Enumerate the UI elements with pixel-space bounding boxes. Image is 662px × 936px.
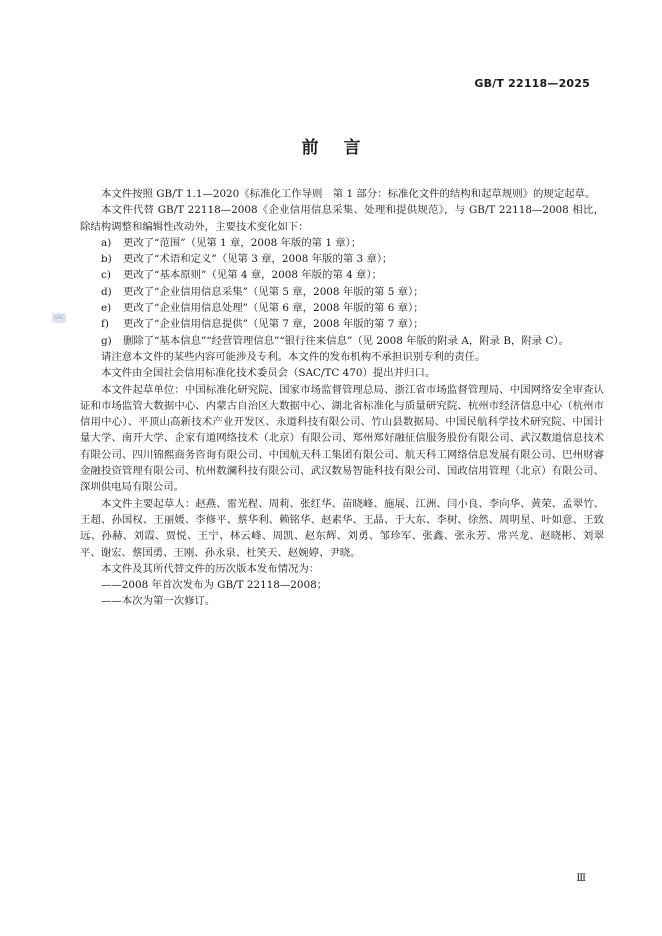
page-title [0,133,662,158]
standard-code: GB/T 22118—2025 [474,77,590,90]
list-item [80,251,604,267]
drafting-organizations-paragraph: 本文件起草单位：中国标准化研究院、国家市场监督管理总局、浙江省市场监督管理局、中国网络安全审查认证和市场监管大数据中心、内蒙古自治区大数据中心、湖北省标准化与质量研究院、杭州市经济信息中心（杭州市信用中心）、平顶山高新技术产业开发区、永道科技有限公司、竹山县数据局、中国民航科学技术研究院、中国计量大学、南开大学、企家有道网络技术（北京）有限公司、郑州郑好融征信服务股份有限公司、武汉数道信息技术有限公司、四川锦熙商务咨询有限公司、中国航天科工集团有限公司、航天科工网络信息发展有限公司、巴州财睿金融投资管理有限公司、杭州数澜科技有限公司、武汉数易智能科技有限公司、国政信用管理（北京）有限公司、深圳供电局有限公司。 [80,383,604,494]
history-item: ——本次为第一次修订。 [101,595,216,608]
patent-notice-paragraph: 请注意本文件的某些内容可能涉及专利。本文件的发布机构不承担识别专利的责任。 [101,350,486,363]
version-history-paragraph: 本文件及其所代替文件的历次版本发布情况为： [101,562,320,575]
list-item-text: 更改了“企业信用信息采集”（见第 5 章，2008 年版的第 5 章）； [123,285,424,298]
list-item-text: 更改了“范围”（见第 1 章，2008 年版的第 1 章）； [123,236,362,249]
replacement-paragraph: 本文件代替 GB/T 22118—2008《企业信用信息采集、处理和提供规范》，与 GB/T 22118—2008 相比，除结构调整和编辑性改动外，主要技术变化如下： [80,204,604,233]
list-item [80,267,604,283]
title-char-2: 言 [343,138,361,158]
foreword-body [80,186,604,610]
drafting-basis-paragraph: 本文件按照 GB/T 1.1—2020《标准化工作导则 第 1 部分：标准化文件的结构和起草规则》的规定起草。 [101,188,596,200]
list-item-text: 更改了“基本原则”（见第 4 章，2008 年版的第 4 章）； [123,269,383,282]
list-marker: b) [101,253,112,266]
page-number: Ⅲ [576,873,586,884]
list-marker: a) [101,236,112,249]
list-item [80,316,604,332]
drafters-paragraph: 本文件主要起草人：赵燕、雷光程、周莉、张红华、苗晓峰、施展、江洲、闫小良、李向华、黄荣、孟翠竹、王超、孙国权、王丽媛、李修平、蔡华利、赖铭华、赵素华、王晶、于大东、李树、徐然、周明星、叶如意、王致远、孙赫、刘霞、贾悦、王宁、林云峰、周凯、赵东辉、刘勇、邹珍军、张鑫、张永芳、常兴龙、赵晓彬、刘翠平、谢宏、蔡国勇、王刚、孙永泉、杜笑天、赵婉婷、尹晓。 [80,497,604,559]
list-marker: c) [101,269,111,282]
list-item [80,300,604,316]
list-marker: f) [101,318,109,331]
list-item [80,333,604,349]
list-marker: d) [101,285,112,298]
list-item-text: 更改了“术语和定义”（见第 3 章，2008 年版的第 3 章）； [123,253,393,266]
list-item-text: 更改了“企业信用信息提供”（见第 7 章，2008 年版的第 7 章）； [123,318,424,331]
list-item [80,284,604,300]
sac-watermark-logo: SAC [53,315,65,321]
proposing-committee-paragraph: 本文件由全国社会信用标准化技术委员会（SAC/TC 470）提出并归口。 [101,367,436,380]
list-item [80,235,604,251]
list-marker: g) [101,334,112,347]
title-char-1: 前 [301,138,319,158]
changes-list [80,235,604,349]
list-item-text: 删除了“基本信息”“经营管理信息”“银行往来信息”（见 2008 年版的附录 A，附录 B，附录 C）。 [123,334,569,347]
list-item-text: 更改了“企业信用信息处理”（见第 6 章，2008 年版的第 6 章）； [123,302,424,315]
history-item: ——2008 年首次发布为 GB/T 22118—2008； [101,579,328,592]
list-marker: e) [101,302,112,315]
